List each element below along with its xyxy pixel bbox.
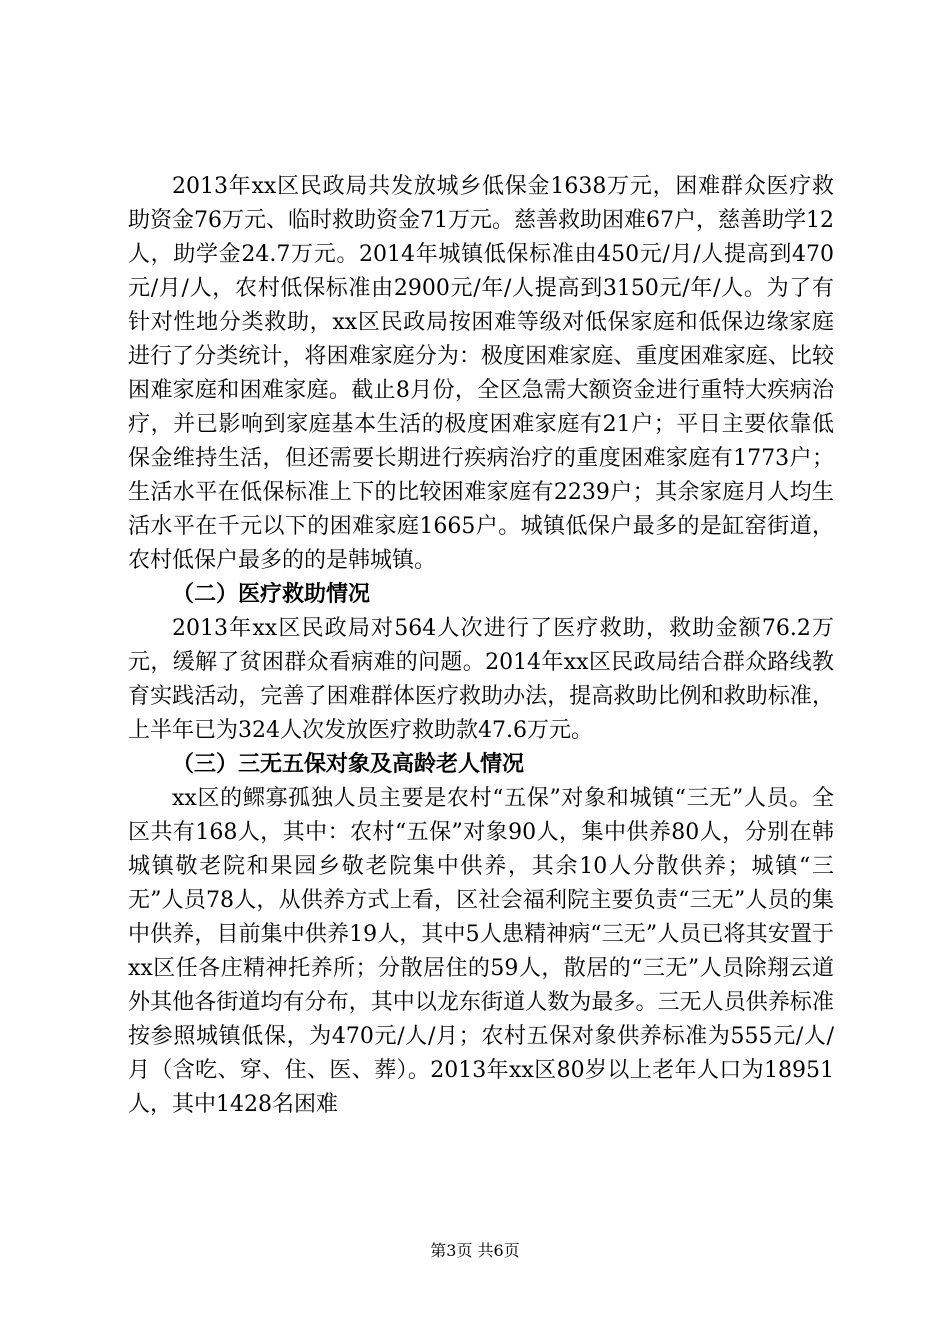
section-heading-elderly-support: （三）三无五保对象及高龄老人情况 xyxy=(172,752,525,777)
paragraph-medical-aid: 2013年xx区民政局对564人次进行了医疗救助，救助金额76.2万元，缓解了贫困群众看病难的问题。2014年xx区民政局结合群众路线教育实践活动，完善了困难群体医疗救助办法，提高救助比例和救助标准，上半年已为324人次发放医疗救助款47.6万元。 xyxy=(128,616,834,743)
paragraph-low-income-assistance: 2013年xx区民政局共发放城乡低保金1638万元，困难群众医疗救助资金76万元、临时救助资金71万元。慈善救助困难67户，慈善助学12人，助学金24.7万元。2014年城镇低保标准由450元/月/人提高到470元/月/人，农村低保标准由2900元/年/人提高到3150元/年/人。为了有针对性地分类救助，xx区民政局按困难等级对低保家庭和低保边缘家庭进行了分类统计，将困难家庭分为：极度困难家庭、重度困难家庭、比较困难家庭和困难家庭。截止8月份，全区急需大额资金进行重特大疾病治疗，并已影响到家庭基本生活的极度困难家庭有21户；平日主要依靠低保金维持生活，但还需要长期进行疾病治疗的重度困难家庭有1773户；生活水平在低保标准上下的比较困难家庭有2239户；其余家庭月人均生活水平在千元以下的困难家庭1665户。城镇低保户最多的是缸窑街道，农村低保户最多的的是韩城镇。 xyxy=(128,174,834,573)
section-heading-medical-aid: （二）医疗救助情况 xyxy=(172,582,371,607)
document-body xyxy=(128,170,834,1122)
paragraph-elderly-support: xx区的鳏寡孤独人员主要是农村“五保”对象和城镇“三无”人员。全区共有168人，其中：农村“五保”对象90人，集中供养80人，分别在韩城镇敬老院和果园乡敬老院集中供养，其余10人分散供养；城镇“三无”人员78人，从供养方式上看，区社会福利院主要负责“三无”人员的集中供养，目前集中供养19人，其中5人患精神病“三无”人员已将其安置于xx区任各庄精神托养所；分散居住的59人，散居的“三无”人员除翔云道外其他各街道均有分布，其中以龙东街道人数为最多。三无人员供养标准按参照城镇低保，为470元/人/月；农村五保对象供养标准为555元/人/月（含吃、穿、住、医、葬）。2013年xx区80岁以上老年人口为18951人，其中1428名困难 xyxy=(128,786,834,1117)
page-number-footer: 第3页 共6页 xyxy=(430,1241,520,1260)
